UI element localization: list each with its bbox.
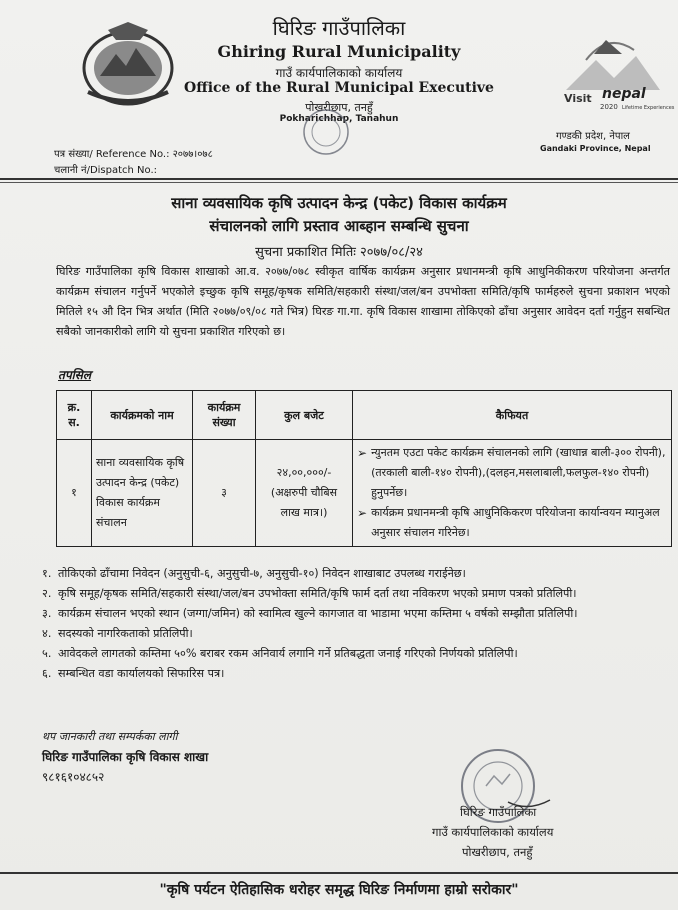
item-number: ४. [42, 627, 52, 640]
col-remarks: कैफियत [353, 391, 672, 440]
visit-text: Visit [564, 92, 592, 105]
province-en: Gandaki Province, Nepal [540, 144, 651, 153]
year-text: 2020 [600, 103, 618, 111]
office-stamp-top [286, 108, 366, 158]
col-serial: क्र. स. [57, 391, 92, 440]
header-divider-thin [0, 182, 678, 183]
cell-total-budget: २४,००,०००/- (अक्षरुपी चौबिस लाख मात्र।) [256, 440, 353, 547]
item-text: सम्बन्धित वडा कार्यालयको सिफारिस पत्र। [58, 667, 225, 680]
visit-nepal-logo [556, 30, 675, 111]
program-table [56, 390, 672, 547]
col-program-count: कार्यक्रम संख्या [193, 391, 256, 440]
list-item [42, 604, 672, 624]
list-item [42, 664, 672, 684]
nepal-text: nepal [602, 86, 646, 102]
table-row [57, 440, 672, 547]
list-item [42, 624, 672, 644]
office-name-np: गाउँ कार्यपालिकाको कार्यालय [275, 66, 403, 80]
contact-note: थप जानकारी तथा सम्पर्कका लागी [42, 730, 178, 743]
cell-remarks [353, 440, 672, 547]
requirements-list [42, 564, 672, 684]
item-number: ५. [42, 647, 52, 660]
notice-title-line1: साना व्यवसायिक कृषि उत्पादन केन्द्र (पकेट) विकास कार्यक्रम [171, 194, 507, 212]
item-number: २. [42, 587, 52, 600]
office-name-en: Office of the Rural Municipal Executive [184, 80, 494, 96]
location-en: Pokharichhap, Tanahun [279, 114, 399, 124]
footer-slogan: "कृषि पर्यटन ऐतिहासिक धरोहर समृद्ध घिरिङ निर्माणमा हाम्रो सरोकार" [159, 882, 519, 898]
item-number: ६. [42, 667, 52, 680]
list-item [42, 564, 672, 584]
signature-location: पोखरीछाप, तनहुँ [462, 845, 533, 859]
item-text: तोकिएको ढाँचामा निवेदन (अनुसुची-६, अनुसुची-७, अनुसुची-१०) निवेदन शाखाबाट उपलब्ध गराईनेछ। [58, 567, 466, 580]
list-item [42, 584, 672, 604]
item-number: १. [42, 567, 52, 580]
contact-branch: घिरिङ गाउँपालिका कृषि विकास शाखा [42, 750, 209, 764]
list-item [42, 644, 672, 664]
published-date: सुचना प्रकाशित मितिः २०७७/०८/२४ [255, 245, 423, 260]
col-total-budget: कुल बजेट [256, 391, 353, 440]
signature-office: गाउँ कार्यपालिकाको कार्यालय [432, 825, 554, 839]
item-number: ३. [42, 607, 52, 620]
item-text: आवेदकले लागतको कम्तिमा ५०% बराबर रकम अनिवार्य लगानि गर्ने प्रतिबद्धता जनाई गरिएको निर्णयको प्रतिलिपी। [58, 647, 518, 660]
col-program-name: कार्यक्रमको नाम [92, 391, 193, 440]
notice-body: घिरिङ गाउँपालिका कृषि विकास शाखाको आ.व. २०७७/०७८ स्वीकृत वार्षिक कार्यक्रम अनुसार प्रधानमन्त्री कृषि आधुनिकीकरण परियोजना अन्तर्गत कार्यक्रम संचालन गर्नुपर्ने भएकोले इच्छुक कृषि समूह/कृषक समिति/सहकारी संस्था/जल/बन उपभोक्ता समिति/कृषि फार्महरुले सुचना प्रकाशन भएको मितिले १५ औ दिन भित्र अर्थात (मिति २०७७/०९/०८ गते भित्र) घिरङ गा.गा. कृषि विकास शाखामा तोकिएको ढाँचा अनुसार आवेदन दर्ता गर्नुहुन सबन्धित सबैको जानकारीको लागि यो सुचना प्रकाशित गरिएको छ। [56, 265, 670, 338]
details-heading: तपसिल [58, 368, 92, 382]
province-np: गण्डकी प्रदेश, नेपाल [556, 131, 630, 142]
item-text: कृषि समूह/कृषक समिति/सहकारी संस्था/जल/बन उपभोक्ता समिति/कृषि फार्म दर्ता तथा नविकरण भएको प्रमाण पत्रको प्रतिलिपी। [58, 587, 577, 600]
table-header-row [57, 391, 672, 440]
arrow-bullet-icon: ➢ [357, 506, 368, 520]
remark-text: न्युनतम एउटा पकेट कार्यक्रम संचालनको लागि (खाधान्न बाली-३०० रोपनी), (तरकाली बाली-१४० रोपनी),(दलहन,मसलाबाली,फलफुल-१४० रोपनी) हुनुपर्नेछ। [371, 446, 666, 499]
cell-program-count: ३ [193, 440, 256, 547]
tagline-text: Lifetime Experiences [622, 105, 675, 111]
remark-item [357, 503, 667, 543]
cell-serial: १ [57, 440, 92, 547]
remark-item [357, 443, 667, 503]
header-divider [0, 178, 678, 180]
item-text: कार्यक्रम संचालन भएको स्थान (जग्गा/जमिन) को स्वामित्व खुल्ने कागजात वा भाडामा भएमा कम्तिमा ५ वर्षको सम्झौता प्रतिलिपी। [58, 607, 578, 620]
item-text: सदस्यको नागरिकताको प्रतिलिपी। [58, 627, 193, 640]
cell-program-name: साना व्यवसायिक कृषि उत्पादन केन्द्र (पकेट) विकास कार्यक्रम संचालन [92, 440, 193, 547]
arrow-bullet-icon: ➢ [357, 446, 368, 460]
municipality-name-en: Ghiring Rural Municipality [217, 42, 461, 61]
notice-title-line2: संचालनको लागि प्रस्ताव आब्हान सम्बन्धि सुचना [209, 217, 469, 235]
dispatch-number: चलानी नं/Dispatch No.: [54, 165, 158, 176]
remark-text: कार्यक्रम प्रधानमन्त्री कृषि आधुनिकिकरण परियोजना कार्यान्वयन म्यानुअल अनुसार संचालन गरिनेछ। [371, 506, 660, 539]
footer-divider [0, 872, 678, 874]
location-np: पोखरीछाप, तनहुँ [305, 101, 373, 114]
municipality-name-np: घिरिङ गाउँपालिका [272, 16, 406, 40]
reference-number: पत्र संख्या/ Reference No.: २०७७।०७८ [54, 149, 213, 160]
signature-municipality: घिरिङ गाउँपालिका [460, 805, 537, 819]
contact-phone: ९८१६१०४८५२ [42, 770, 105, 784]
